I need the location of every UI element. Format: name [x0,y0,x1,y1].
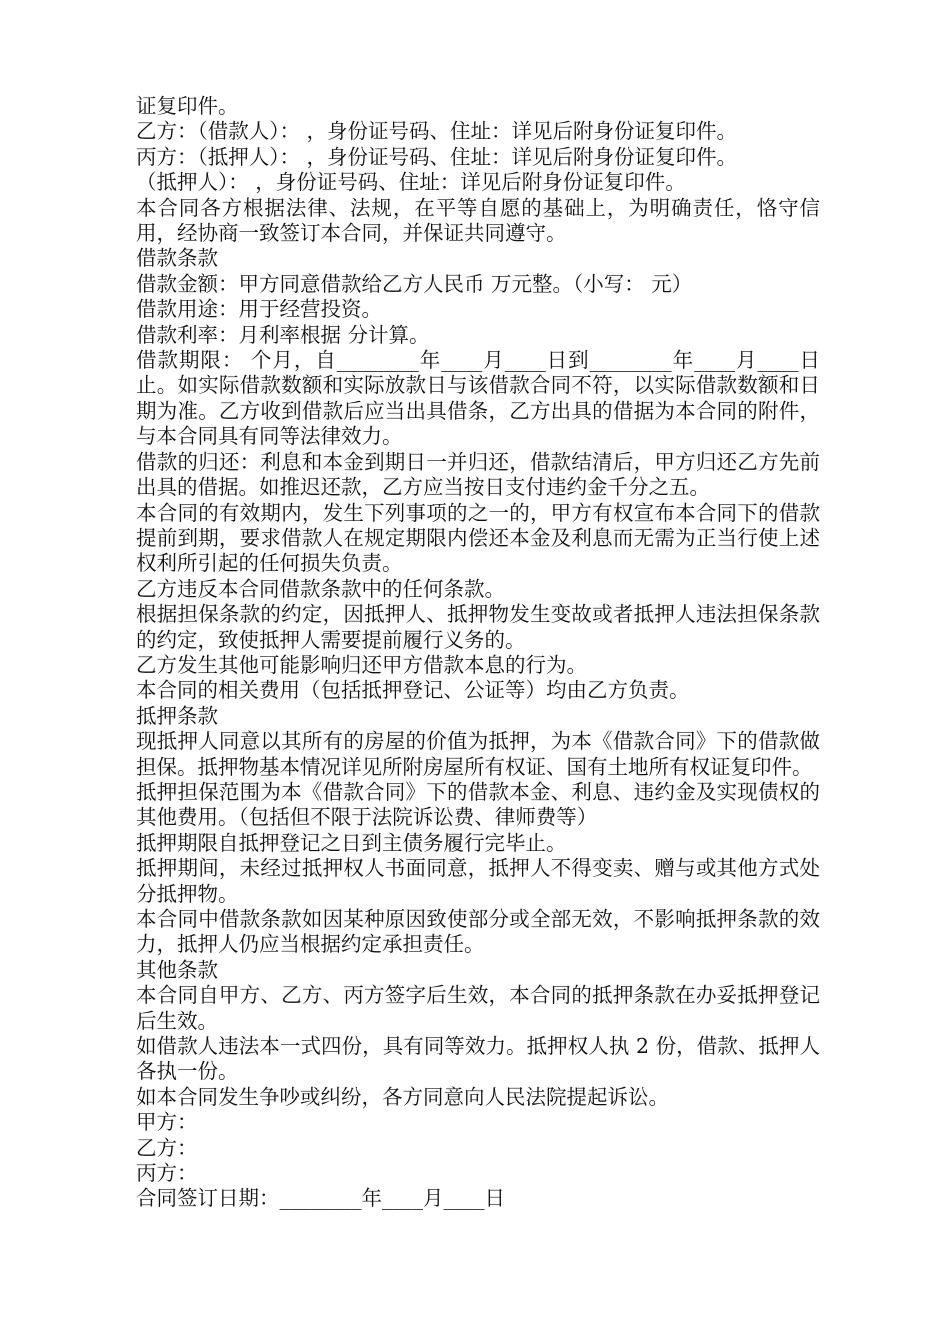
mortgage-scope: 抵押担保范围为本《借款合同》下的借款本金、利息、违约金及实现债权的其他费用。（包括但不限于法院诉讼费、律师费等） [136,779,820,830]
mortgage-restriction: 抵押期间，未经过抵押权人书面同意，抵押人不得变卖、赠与或其他方式处分抵押物。 [136,856,820,906]
section-heading-other: 其他条款 [136,957,218,982]
party-b-line: 乙方：（借款人）： ，身份证号码、住址：详见后附身份证复印件。 [136,119,738,144]
copies-clause: 如借款人违法本一式四份，具有同等效力。抵押权人执 2 份，借款、抵押人各执一份。 [136,1034,820,1084]
mortgage-validity: 本合同中借款条款如因某种原因致使部分或全部无效，不影响抵押条款的效力，抵押人仍应当根据约定承担责任。 [136,907,820,957]
signature-party-b: 乙方： [136,1135,198,1160]
section-heading-mortgage: 抵押条款 [136,703,218,728]
contract-body [136,94,820,1212]
early-maturity: 本合同的有效期内，发生下列事项的之一的，甲方有权宣布本合同下的借款提前到期，要求借款人在规定期限内偿还本金及利息而无需为正当行使上述权利所引起的任何损失负责。 [136,500,820,576]
fees-clause: 本合同的相关费用（包括抵押登记、公证等）均由乙方负责。 [136,678,690,703]
signature-party-a: 甲方： [136,1110,198,1135]
effective-clause: 本合同自甲方、乙方、丙方签字后生效，本合同的抵押条款在办妥抵押登记后生效。 [136,983,820,1033]
mortgage-consent: 现抵押人同意以其所有的房屋的价值为抵押，为本《借款合同》下的借款做担保。抵押物基本情况详见所附房屋所有权证、国有土地所有权证复印件。 [136,729,820,779]
loan-purpose: 借款用途：用于经营投资。 [136,297,382,322]
loan-amount: 借款金额：甲方同意借款给乙方人民币 万元整。（小写： 元） [136,271,693,296]
guarantee-item: 根据担保条款的约定，因抵押人、抵押物发生变故或者抵押人违法担保条款的约定，致使抵押人需要提前履行义务的。 [136,602,820,652]
paragraph: 证复印件。 [136,94,239,118]
dispute-clause: 如本合同发生争吵或纠纷，各方同意向人民法院提起诉讼。 [136,1084,669,1109]
mortgagor-line: （抵押人）： ，身份证号码、住址：详见后附身份证复印件。 [136,170,686,195]
breach-item: 乙方违反本合同借款条款中的任何条款。 [136,576,505,601]
loan-rate: 借款利率：月利率根据 分计算。 [136,322,430,347]
party-c-line: 丙方：（抵押人）： ，身份证号码、住址：详见后附身份证复印件。 [136,144,738,169]
loan-term: 借款期限： 个月，自________年____月____日到________年____月____日止。如实际借款数额和实际放款日与该借款合同不符，以实际借款数额和日期为准。乙方收到借款后应当出具借条，乙方出具的借据为本合同的附件，与本合同具有同等法律效力。 [136,348,820,449]
signature-party-c: 丙方： [136,1161,198,1186]
other-behavior-item: 乙方发生其他可能影响归还甲方借款本息的行为。 [136,652,587,677]
signing-date: 合同签订日期：________年____月____日 [136,1186,505,1211]
mortgage-period: 抵押期限自抵押登记之日到主债务履行完毕止。 [136,830,567,855]
preamble: 本合同各方根据法律、法规，在平等自愿的基础上，为明确责任，恪守信用，经协商一致签订本合同，并保证共同遵守。 [136,195,820,246]
loan-repayment: 借款的归还：利息和本金到期日一并归还，借款结清后，甲方归还乙方先前出具的借据。如推迟还款，乙方应当按日支付违约金千分之五。 [136,449,820,500]
section-heading-loan: 借款条款 [136,246,218,271]
